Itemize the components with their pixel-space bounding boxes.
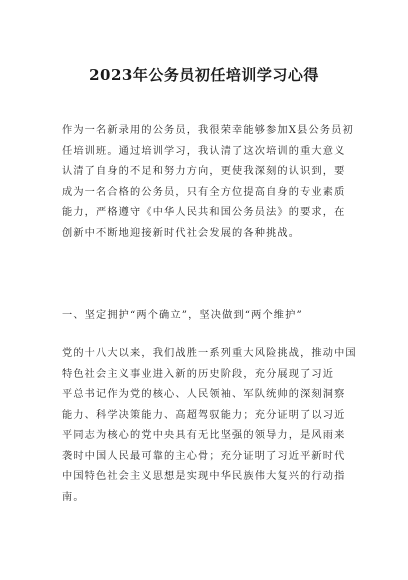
paragraph-line: 特色社会主义事业进入新的历史阶段，充分展现了习近 — [62, 368, 335, 380]
paragraph-line: 平同志为核心的党中央具有无比坚强的领导力，是风雨来 — [62, 430, 346, 441]
intro-paragraph — [62, 121, 362, 244]
document-title: 2023年公务员初任培训学习心得 — [89, 66, 319, 84]
paragraph-line: 任培训班。通过培训学习，我认清了这次培训的重大意义 — [62, 145, 346, 157]
paragraph-line: 袭时中国人民最可靠的主心骨；充分证明了习近平新时代 — [62, 450, 346, 462]
paragraph-line: 平总书记作为党的核心、人民领袖、军队统帅的深刻洞察 — [62, 389, 346, 400]
paragraph-line: 中国特色社会主义思想是实现中华民族伟大复兴的行动指 — [62, 471, 346, 482]
body-paragraph — [62, 344, 362, 508]
paragraph-line: 成为一名合格的公务员，只有全方位提高自身的专业素质 — [62, 186, 346, 198]
section-heading — [62, 306, 362, 327]
paragraph-line: 认清了自身的不足和努力方向，更使我深刻的认识到，要 — [62, 166, 346, 177]
paragraph-line: 能力，严格遵守《中华人民共和国公务员法》的要求，在 — [62, 207, 346, 218]
section-heading-text: 一、坚定拥护“两个确立”，坚决做到“两个维护” — [62, 310, 303, 321]
paragraph-line: 作为一名新录用的公务员，我很荣幸能够参加X县公务员初 — [62, 125, 354, 136]
paragraph-line: 南。 — [62, 491, 85, 503]
paragraph-line: 党的十八大以来，我们战胜一系列重大风险挑战，推动中国 — [62, 348, 357, 359]
paragraph-line: 创新中不断地迎接新时代社会发展的各种挑战。 — [62, 227, 301, 239]
paragraph-line: 能力、科学决策能力、高超驾驭能力；充分证明了以习近 — [62, 409, 346, 421]
